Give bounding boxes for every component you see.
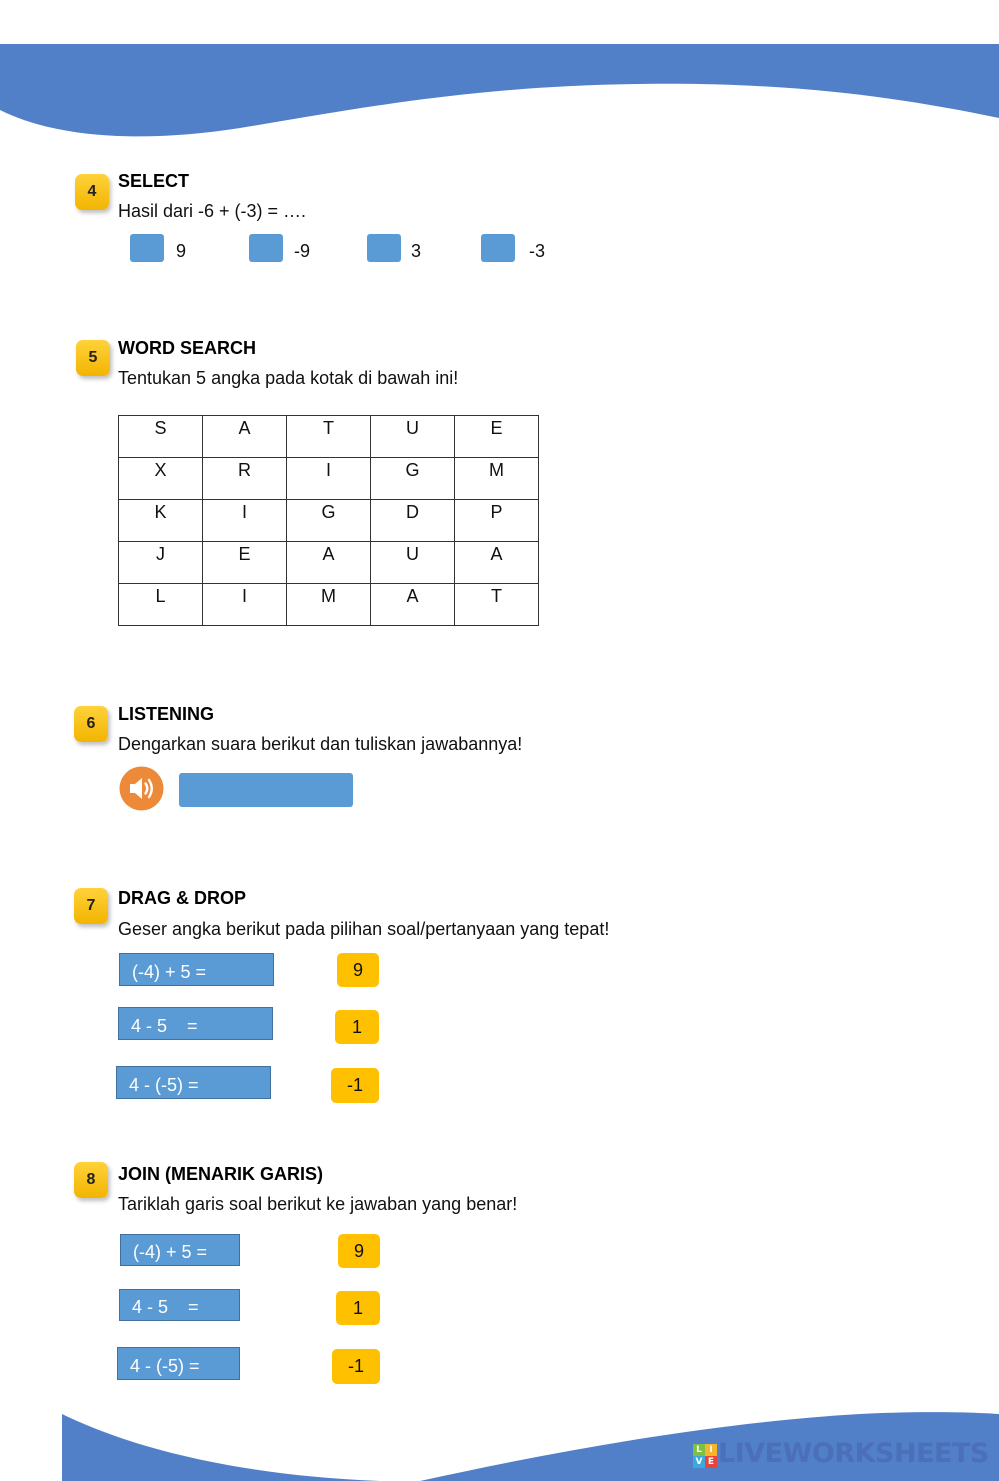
grid-cell[interactable]: A xyxy=(455,542,539,584)
grid-row xyxy=(119,542,539,584)
drop-target-2[interactable] xyxy=(118,1007,273,1040)
grid-cell[interactable]: E xyxy=(455,416,539,458)
join-question-2[interactable] xyxy=(119,1289,240,1321)
option-checkbox-2[interactable] xyxy=(249,234,283,262)
grid-cell[interactable]: I xyxy=(203,584,287,626)
grid-cell[interactable]: K xyxy=(119,500,203,542)
speaker-icon[interactable] xyxy=(119,766,164,811)
join-question-1[interactable] xyxy=(120,1234,240,1266)
question-number-badge-8: 8 xyxy=(74,1162,108,1198)
grid-cell[interactable]: G xyxy=(371,458,455,500)
logo-letter: I xyxy=(705,1444,717,1456)
question-number-badge-7: 7 xyxy=(74,888,108,924)
grid-cell[interactable]: P xyxy=(455,500,539,542)
grid-cell[interactable]: T xyxy=(455,584,539,626)
question-text-4: Hasil dari -6 + (-3) = …. xyxy=(118,201,307,221)
header-banner xyxy=(0,0,999,150)
drop-target-label: 4 - (-5) = xyxy=(129,1075,199,1095)
grid-cell[interactable]: A xyxy=(287,542,371,584)
grid-cell[interactable]: A xyxy=(203,416,287,458)
option-label-4: -3 xyxy=(529,241,546,261)
listening-answer-field[interactable] xyxy=(179,773,353,807)
option-checkbox-1[interactable] xyxy=(130,234,164,262)
grid-cell[interactable]: U xyxy=(371,542,455,584)
draggable-answer-1[interactable]: 9 xyxy=(337,953,379,987)
option-label-2: -9 xyxy=(294,241,311,261)
logo-letter: E xyxy=(705,1456,717,1468)
question-text-8: Tariklah garis soal berikut ke jawaban yang benar! xyxy=(118,1194,518,1214)
grid-cell[interactable]: G xyxy=(287,500,371,542)
drop-target-1[interactable] xyxy=(119,953,274,986)
option-checkbox-4[interactable] xyxy=(481,234,515,262)
grid-cell[interactable]: S xyxy=(119,416,203,458)
logo-letter: L xyxy=(693,1444,705,1456)
grid-cell[interactable]: M xyxy=(455,458,539,500)
grid-cell[interactable]: T xyxy=(287,416,371,458)
grid-cell[interactable]: D xyxy=(371,500,455,542)
question-title-join: JOIN (MENARIK GARIS) xyxy=(118,1164,324,1184)
grid-cell[interactable]: E xyxy=(203,542,287,584)
grid-cell[interactable]: J xyxy=(119,542,203,584)
draggable-answer-2[interactable]: 1 xyxy=(335,1010,379,1044)
question-title-select: SELECT xyxy=(118,171,190,191)
question-title-word-search: WORD SEARCH xyxy=(118,338,256,358)
question-number-badge-6: 6 xyxy=(74,706,108,742)
join-question-label: 4 - (-5) = xyxy=(130,1356,200,1376)
drop-target-3[interactable] xyxy=(116,1066,271,1099)
grid-cell[interactable]: X xyxy=(119,458,203,500)
grid-cell[interactable]: U xyxy=(371,416,455,458)
draggable-answer-3[interactable]: -1 xyxy=(331,1068,379,1103)
question-title-drag-drop: DRAG & DROP xyxy=(118,888,247,908)
question-title-listening: LISTENING xyxy=(118,704,215,724)
option-label-1: 9 xyxy=(176,241,187,261)
grid-row xyxy=(119,584,539,626)
drop-target-label: 4 - 5 = xyxy=(131,1016,198,1036)
grid-row xyxy=(119,416,539,458)
grid-row xyxy=(119,458,539,500)
join-question-label: (-4) + 5 = xyxy=(133,1242,208,1262)
join-question-3[interactable] xyxy=(117,1347,240,1380)
question-number-badge-5: 5 xyxy=(76,340,110,376)
question-text-5: Tentukan 5 angka pada kotak di bawah ini! xyxy=(118,368,459,388)
question-text-7: Geser angka berikut pada pilihan soal/pertanyaan yang tepat! xyxy=(118,919,610,939)
liveworksheets-logo-text: LIVEWORKSHEETS xyxy=(718,1438,989,1469)
word-search-grid[interactable] xyxy=(118,415,539,626)
join-answer-2[interactable]: 1 xyxy=(336,1291,380,1325)
liveworksheets-logo-mark xyxy=(693,1444,717,1468)
logo-letter: V xyxy=(693,1456,705,1468)
join-answer-1[interactable]: 9 xyxy=(338,1234,380,1268)
question-number-badge-4: 4 xyxy=(75,174,109,210)
grid-row xyxy=(119,500,539,542)
grid-cell[interactable]: L xyxy=(119,584,203,626)
option-label-3: 3 xyxy=(411,241,422,261)
grid-cell[interactable]: R xyxy=(203,458,287,500)
option-checkbox-3[interactable] xyxy=(367,234,401,262)
drop-target-label: (-4) + 5 = xyxy=(132,962,207,982)
grid-cell[interactable]: A xyxy=(371,584,455,626)
grid-cell[interactable]: M xyxy=(287,584,371,626)
grid-cell[interactable]: I xyxy=(203,500,287,542)
join-answer-3[interactable]: -1 xyxy=(332,1349,380,1384)
question-text-6: Dengarkan suara berikut dan tuliskan jawabannya! xyxy=(118,734,523,754)
grid-cell[interactable]: I xyxy=(287,458,371,500)
join-question-label: 4 - 5 = xyxy=(132,1297,199,1317)
